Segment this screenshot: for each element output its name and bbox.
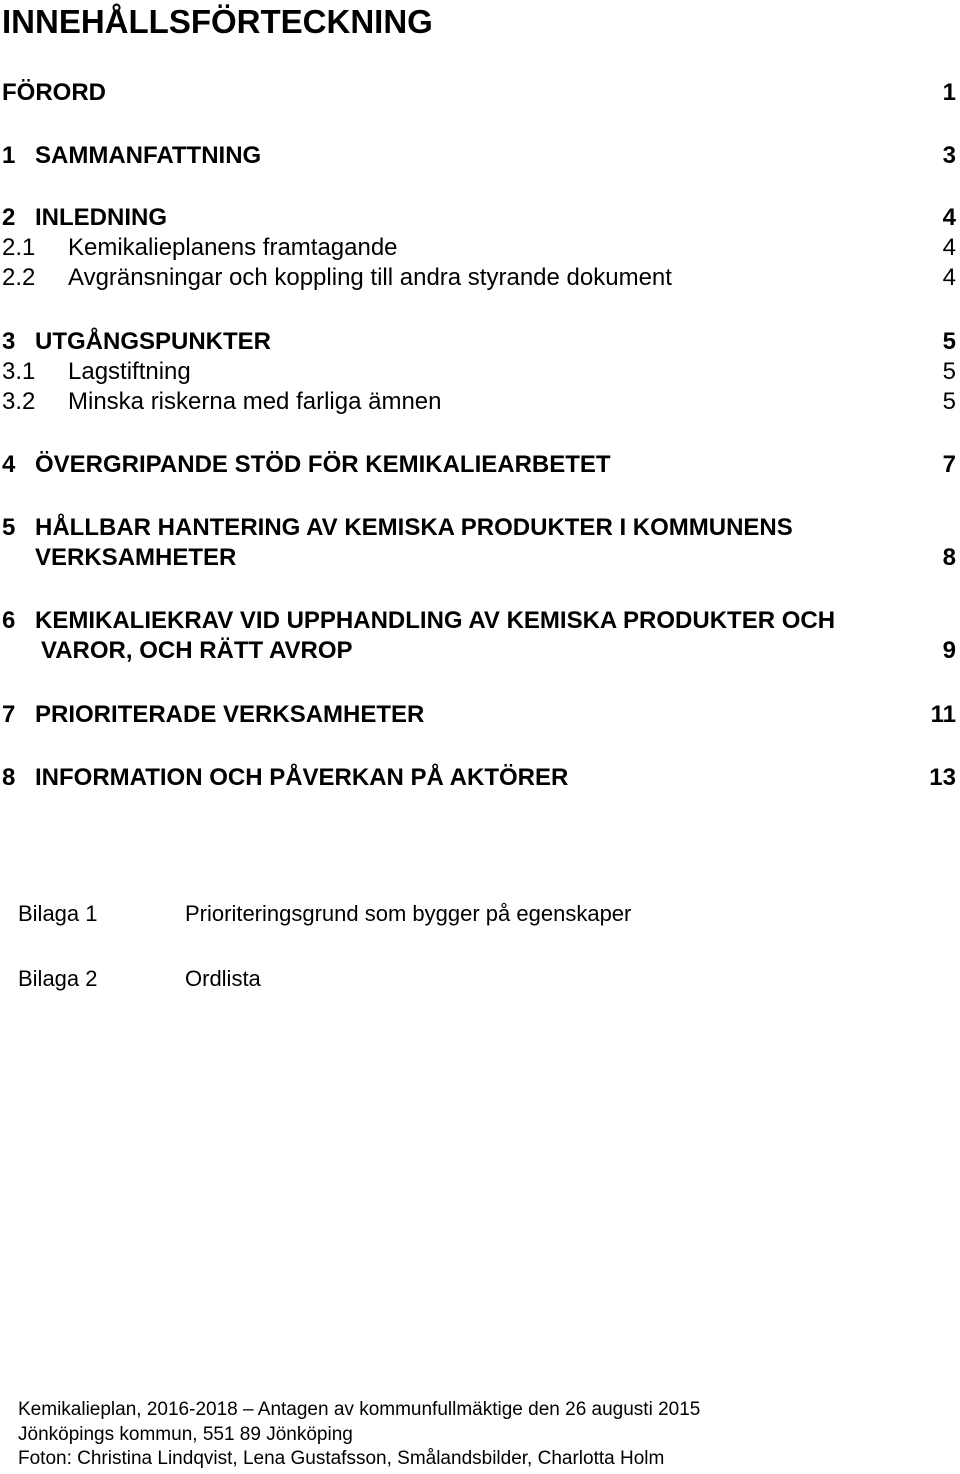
- toc-entry-title: INLEDNING: [35, 204, 167, 231]
- document-footer: [18, 1398, 700, 1472]
- toc-page-number: 5: [942, 388, 956, 415]
- toc-section-number: 6: [2, 607, 16, 634]
- toc-page-number: 7: [942, 451, 956, 478]
- toc-entry-title: FÖRORD: [2, 79, 106, 106]
- toc-section-number: 2: [2, 204, 16, 231]
- toc-page-number: 4: [942, 204, 956, 231]
- annex-label: Bilaga 2: [18, 966, 98, 991]
- toc-section-number: 3.2: [2, 388, 36, 415]
- toc-section-number: 8: [2, 764, 16, 791]
- toc-entry-title: [35, 513, 793, 573]
- annex-label: Bilaga 1: [18, 901, 98, 926]
- toc-section-number: 4: [2, 451, 16, 478]
- toc-entry-title: Avgränsningar och koppling till andra styrande dokument: [68, 264, 672, 291]
- page-title: INNEHÅLLSFÖRTECKNING: [2, 3, 433, 40]
- toc-section-number: 3: [2, 328, 16, 355]
- toc-page-number: 13: [929, 764, 956, 791]
- toc-section-number: 1: [2, 142, 16, 169]
- toc-entry-title: SAMMANFATTNING: [35, 142, 262, 169]
- toc-page-number: 4: [942, 234, 956, 261]
- toc-entry-title: INFORMATION OCH PÅVERKAN PÅ AKTÖRER: [35, 764, 569, 791]
- toc-page-number: 8: [942, 544, 956, 571]
- toc-page-number: 5: [942, 328, 956, 355]
- footer-line-photo-credits: Foton: Christina Lindqvist, Lena Gustafsson, Smålandsbilder, Charlotta Holm: [18, 1448, 665, 1469]
- toc-entry-6[interactable]: [2, 606, 956, 666]
- annex-description: Ordlista: [185, 966, 261, 991]
- toc-entry-title: PRIORITERADE VERKSAMHETER: [35, 701, 425, 728]
- toc-page-number: 4: [942, 264, 956, 291]
- toc-entry-title: Lagstiftning: [68, 358, 191, 385]
- toc-section-number: 2.1: [2, 234, 36, 261]
- toc-section-number: 2.2: [2, 264, 36, 291]
- toc-entry-title: [35, 606, 835, 666]
- toc-section-number: 3.1: [2, 358, 36, 385]
- annex-description: Prioriteringsgrund som bygger på egenskaper: [185, 901, 632, 926]
- toc-entry-title: Kemikalieplanens framtagande: [68, 234, 398, 261]
- toc-entry-5[interactable]: [2, 513, 956, 573]
- toc-entry-title-line1: KEMIKALIEKRAV VID UPPHANDLING AV KEMISKA PRODUKTER OCH: [35, 607, 836, 634]
- toc-page-number: 3: [942, 142, 956, 169]
- toc-section-number: 7: [2, 701, 16, 728]
- toc-entry-title: UTGÅNGSPUNKTER: [35, 328, 272, 355]
- toc-entry-title-line1: HÅLLBAR HANTERING AV KEMISKA PRODUKTER I KOMMUNENS: [35, 514, 793, 541]
- footer-line-plan: Kemikalieplan, 2016-2018 – Antagen av kommunfullmäktige den 26 augusti 2015: [18, 1399, 701, 1420]
- toc-page-number: 11: [930, 701, 956, 728]
- footer-line-address: Jönköpings kommun, 551 89 Jönköping: [18, 1423, 353, 1445]
- toc-page-number: 9: [942, 637, 956, 664]
- toc-entry-title-line2: VAROR, OCH RÄTT AVROP: [41, 637, 353, 664]
- toc-section-number: 5: [2, 514, 16, 541]
- toc-page-number: 5: [942, 358, 956, 385]
- toc-entry-title: Minska riskerna med farliga ämnen: [68, 388, 442, 415]
- toc-entry-title-line2: VERKSAMHETER: [35, 544, 237, 571]
- toc-entry-title: ÖVERGRIPANDE STÖD FÖR KEMIKALIEARBETET: [35, 451, 611, 478]
- toc-page-number: 1: [942, 79, 956, 106]
